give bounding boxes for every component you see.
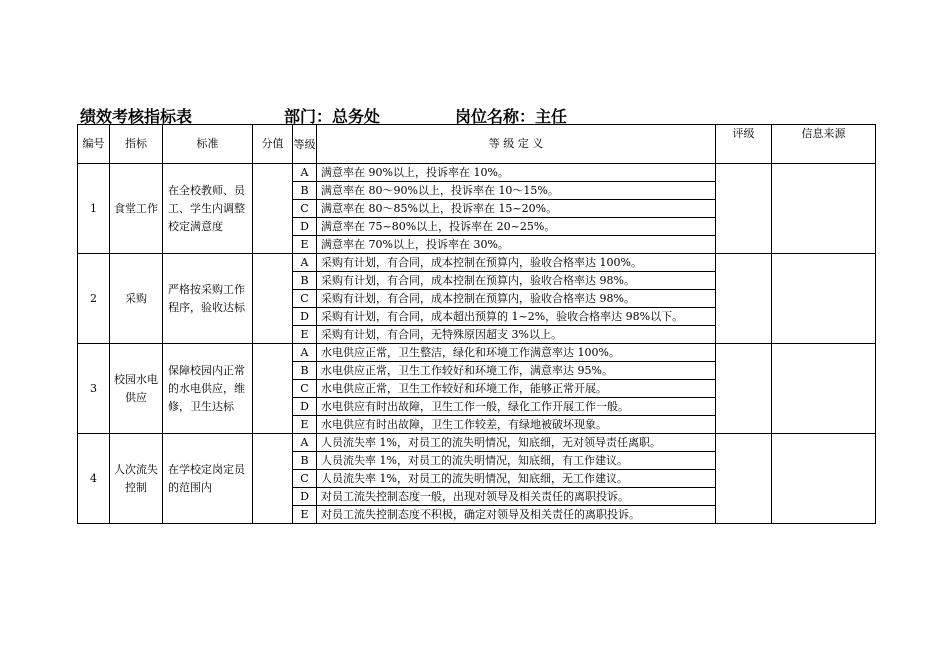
grade-level: E [293, 416, 317, 434]
grade-definition: 采购有计划，有合同，成本控制在预算内，验收合格率达 100%。 [317, 254, 716, 272]
grade-level: A [293, 434, 317, 452]
row-standard: 在学校定岗定员的范围内 [163, 434, 253, 524]
grade-definition: 水电供应正常，卫生整洁，绿化和环境工作满意率达 100%。 [317, 344, 716, 362]
grade-level: A [293, 344, 317, 362]
grade-definition: 采购有计划，有合同，成本控制在预算内，验收合格率达 98%。 [317, 272, 716, 290]
row-standard: 保障校园内正常的水电供应，维修，卫生达标 [163, 344, 253, 434]
row-rating [716, 164, 772, 254]
row-number: 4 [78, 434, 110, 524]
header-source: 信息来源 [772, 125, 876, 164]
row-source [772, 344, 876, 434]
row-indicator: 校园水电供应 [110, 344, 163, 434]
grade-level: E [293, 506, 317, 524]
grade-definition: 满意率在 70%以上，投诉率在 30%。 [317, 236, 716, 254]
header-rating: 评级 [716, 125, 772, 164]
row-standard: 严格按采购工作程序，验收达标 [163, 254, 253, 344]
department-label: 部门：总务处 [284, 107, 381, 126]
grade-definition: 人员流失率 1%，对员工的流失明情况，知底细，无工作建议。 [317, 470, 716, 488]
grade-level: D [293, 398, 317, 416]
row-source [772, 254, 876, 344]
grade-level: B [293, 272, 317, 290]
row-number: 3 [78, 344, 110, 434]
table-header-row [78, 125, 876, 164]
row-source [772, 164, 876, 254]
grade-definition: 水电供应正常，卫生工作较好和环境工作，满意率达 95%。 [317, 362, 716, 380]
header-indicator: 指标 [110, 125, 163, 164]
row-number: 1 [78, 164, 110, 254]
header-standard: 标准 [163, 125, 253, 164]
grade-level: C [293, 200, 317, 218]
grade-level: A [293, 164, 317, 182]
grade-definition: 对员工流失控制态度一般，出现对领导及相关责任的离职投诉。 [317, 488, 716, 506]
table-row [78, 254, 876, 272]
row-indicator: 食堂工作 [110, 164, 163, 254]
kpi-table [77, 124, 876, 524]
grade-definition: 采购有计划，有合同，成本控制在预算内，验收合格率达 98%。 [317, 290, 716, 308]
row-score [253, 344, 293, 434]
grade-definition: 水电供应有时出故障，卫生工作较差，有绿地被破坏现象。 [317, 416, 716, 434]
grade-definition: 水电供应有时出故障，卫生工作一般，绿化工作开展工作一般。 [317, 398, 716, 416]
grade-level: E [293, 326, 317, 344]
row-rating [716, 344, 772, 434]
grade-definition: 人员流失率 1%，对员工的流失明情况，知底细，有工作建议。 [317, 452, 716, 470]
row-score [253, 164, 293, 254]
grade-level: D [293, 308, 317, 326]
grade-level: A [293, 254, 317, 272]
row-standard: 在全校教师、员工、学生内调整校定满意度 [163, 164, 253, 254]
grade-definition: 对员工流失控制态度不积极，确定对领导及相关责任的离职投诉。 [317, 506, 716, 524]
table-row [78, 434, 876, 452]
row-score [253, 434, 293, 524]
row-score [253, 254, 293, 344]
grade-level: B [293, 452, 317, 470]
table-row [78, 164, 876, 182]
grade-level: D [293, 488, 317, 506]
grade-level: B [293, 362, 317, 380]
grade-definition: 水电供应正常，卫生工作较好和环境工作，能够正常开展。 [317, 380, 716, 398]
row-number: 2 [78, 254, 110, 344]
row-indicator: 采购 [110, 254, 163, 344]
header-no: 编号 [78, 125, 110, 164]
grade-level: C [293, 290, 317, 308]
grade-definition: 满意率在 80～85%以上，投诉率在 15~20%。 [317, 200, 716, 218]
grade-definition: 采购有计划，有合同，成本超出预算的 1~2%，验收合格率达 98%以下。 [317, 308, 716, 326]
page-title: 绩效考核指标表 [80, 107, 193, 126]
grade-definition: 人员流失率 1%，对员工的流失明情况，知底细，无对领导责任离职。 [317, 434, 716, 452]
header-grade-definition: 等 级 定 义 [317, 125, 716, 164]
grade-definition: 采购有计划，有合同，无特殊原因超支 3%以上。 [317, 326, 716, 344]
row-rating [716, 254, 772, 344]
grade-level: C [293, 470, 317, 488]
row-source [772, 434, 876, 524]
grade-level: E [293, 236, 317, 254]
grade-definition: 满意率在 75~80%以上，投诉率在 20~25%。 [317, 218, 716, 236]
grade-level: B [293, 182, 317, 200]
header-grade: 等级 [293, 125, 317, 164]
grade-level: C [293, 380, 317, 398]
table-row [78, 344, 876, 362]
row-indicator: 人次流失控制 [110, 434, 163, 524]
grade-definition: 满意率在 80～90%以上，投诉率在 10～15%。 [317, 182, 716, 200]
grade-level: D [293, 218, 317, 236]
row-rating [716, 434, 772, 524]
header-score: 分值 [253, 125, 293, 164]
position-label: 岗位名称：主任 [455, 107, 568, 126]
grade-definition: 满意率在 90%以上，投诉率在 10%。 [317, 164, 716, 182]
